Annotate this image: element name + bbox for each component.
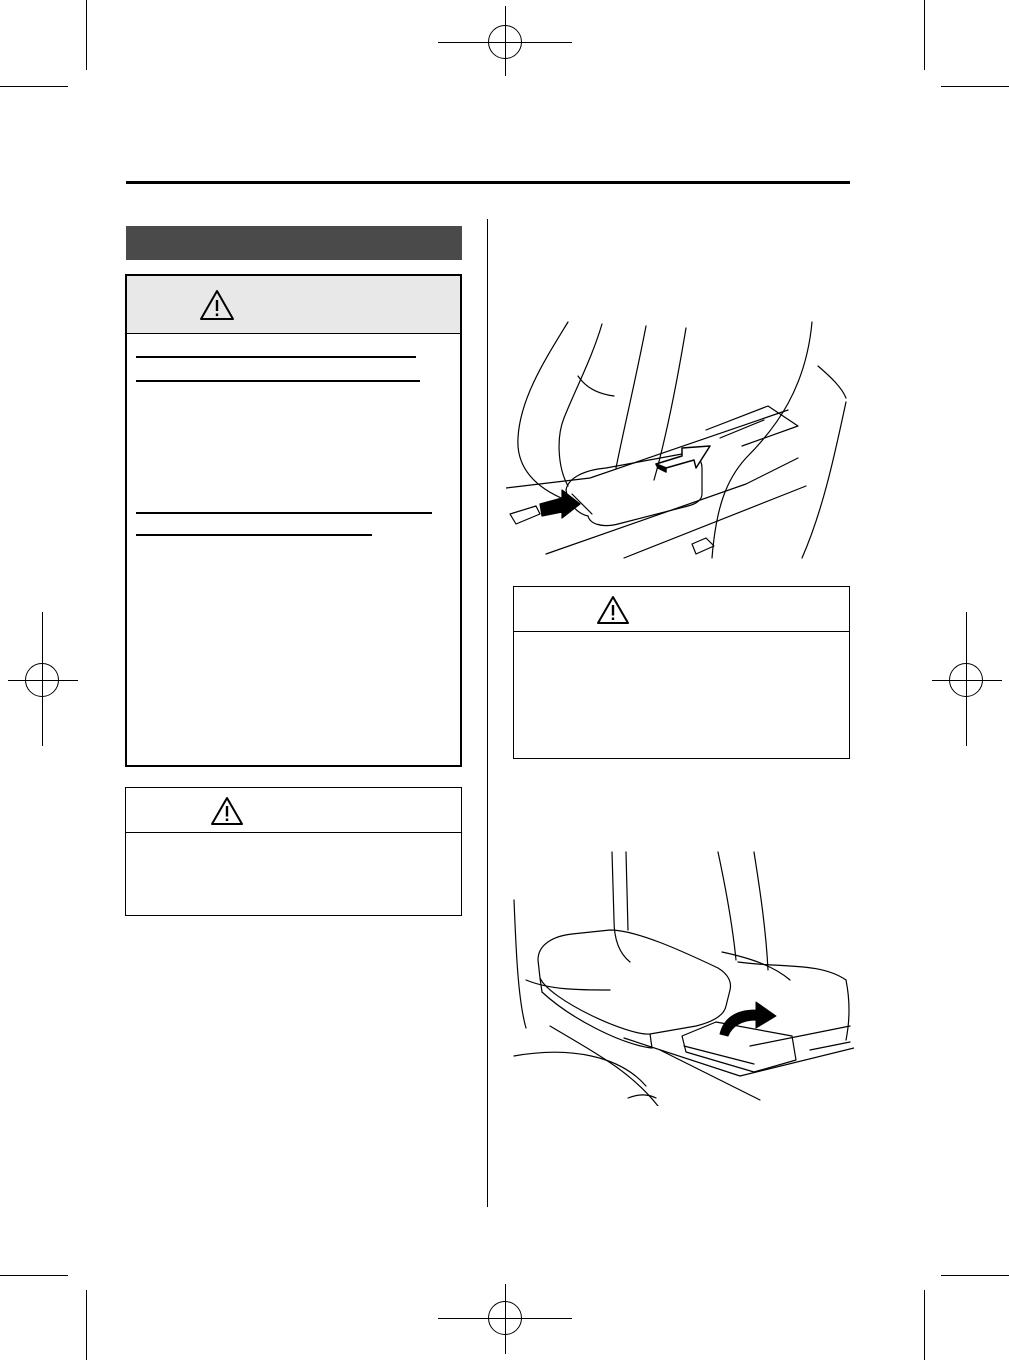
crop-mark (941, 1275, 1009, 1276)
warning-triangle-icon (596, 595, 630, 625)
caution-box-header (514, 587, 849, 632)
caution-box-right (513, 586, 850, 759)
text-line (136, 534, 372, 536)
crop-mark (924, 0, 925, 70)
header-rule (126, 181, 850, 184)
warning-triangle-icon (199, 289, 235, 321)
crop-mark (0, 86, 68, 87)
warning-triangle-icon (210, 796, 244, 826)
text-line (136, 512, 432, 514)
warning-box-main (125, 274, 462, 767)
text-line (136, 380, 420, 382)
armrest-slide-illustration (506, 318, 850, 562)
crop-mark (86, 0, 87, 70)
section-heading-bar (126, 226, 462, 260)
crop-mark (86, 1290, 87, 1360)
crop-mark (941, 86, 1009, 87)
crop-mark (924, 1290, 925, 1360)
warning-box-header (127, 276, 460, 334)
column-divider (487, 219, 488, 1207)
caution-box-header (126, 788, 461, 833)
armrest-open-illustration (510, 850, 854, 1106)
text-line (136, 356, 416, 358)
crop-mark (0, 1275, 68, 1276)
caution-box-left (125, 787, 462, 916)
